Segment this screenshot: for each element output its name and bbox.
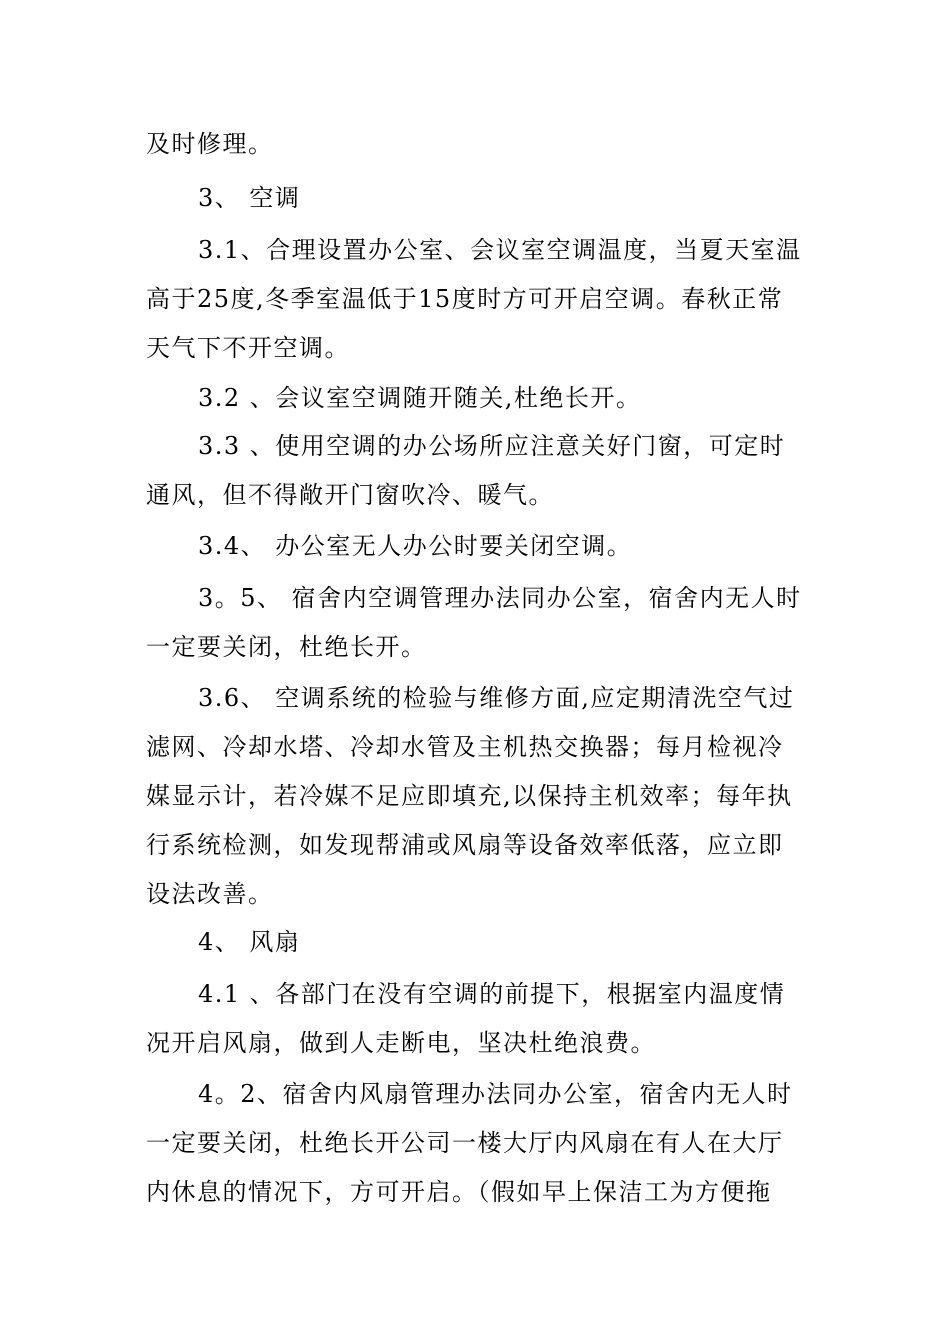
paragraph-3-3: 3.3 、使用空调的办公场所应注意关好门窗，可定时通风，但不得敞开门窗吹冷、暖气。 [146,432,786,509]
paragraph-continuation: 及时修理。 [146,130,274,158]
paragraph-3-5: 3。5、 宿舍内空调管理办法同办公室，宿舍内无人时一定要关闭，杜绝长开。 [146,584,802,661]
paragraph-3-6: 3.6、 空调系统的检验与维修方面,应定期清洗空气过滤网、冷却水塔、冷却水管及主机热交换器；每月检视冷媒显示计，若冷媒不足应即填充,以保持主机效率；每年执行系统检测，如发现帮浦或风扇等设备效率低落，应立即设法改善。 [146,684,795,908]
heading-air-conditioning: 3、 空调 [198,184,301,212]
heading-fans: 4、 风扇 [198,928,301,956]
paragraph-3-4: 3.4、 办公室无人办公时要关闭空调。 [198,532,633,560]
paragraph-3-2: 3.2 、会议室空调随开随关,杜绝长开。 [198,384,642,412]
paragraph-4-1: 4.1 、各部门在没有空调的前提下，根据室内温度情况开启风扇，做到人走断电，坚决杜绝浪费。 [146,980,786,1057]
paragraph-4-2: 4。2、宿舍内风扇管理办法同办公室，宿舍内无人时一定要关闭，杜绝长开公司一楼大厅内风扇在有人在大厅内休息的情况下，方可开启。（假如早上保洁工为方便拖 [146,1080,793,1206]
paragraph-3-1: 3.1、合理设置办公室、会议室空调温度，当夏天室温高于25度,冬季室温低于15度时方可开启空调。春秋正常天气下不开空调。 [146,236,802,362]
